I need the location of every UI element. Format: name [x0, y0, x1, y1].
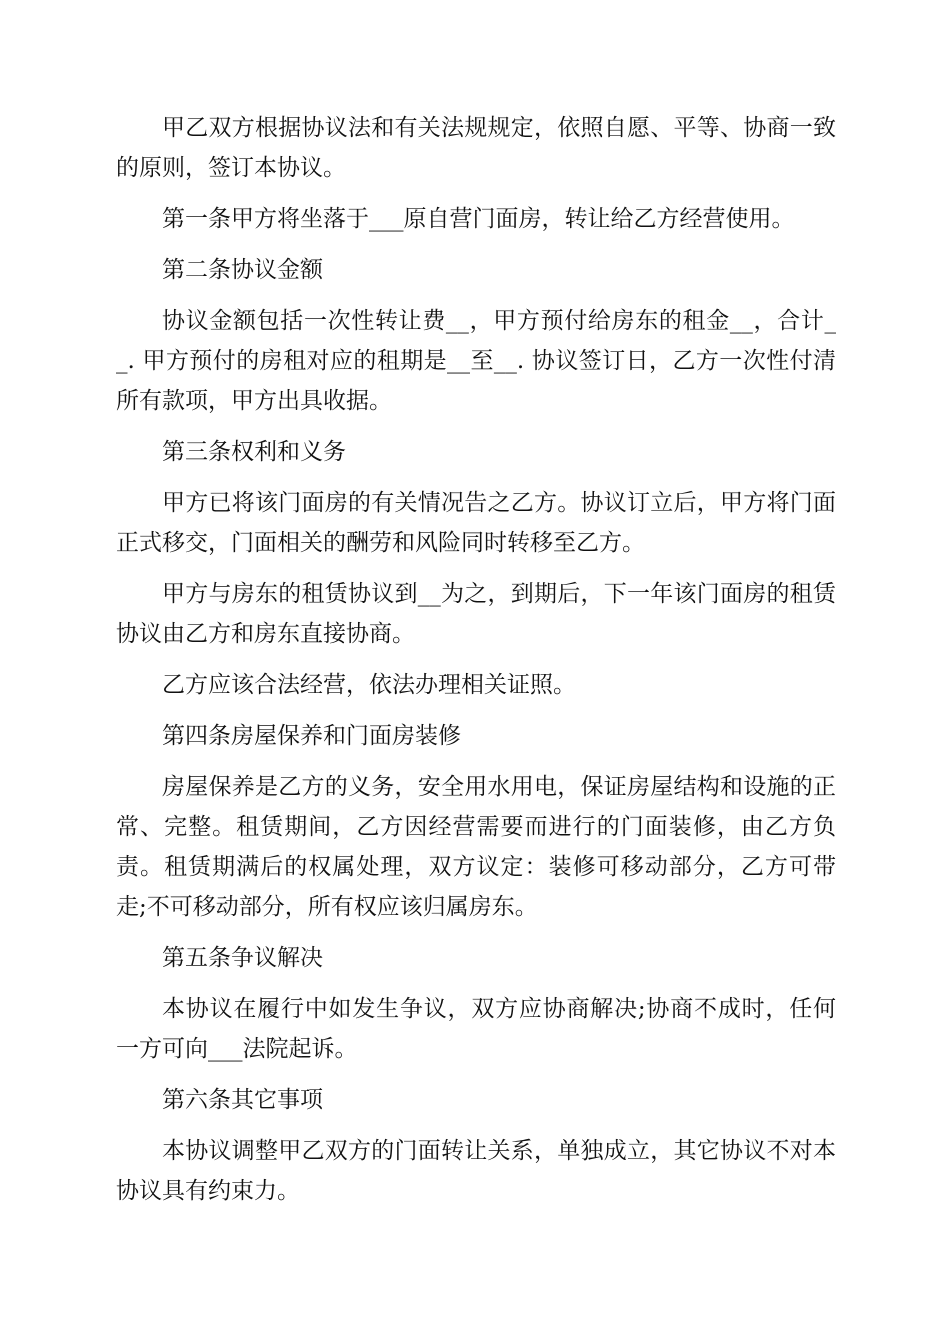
- document-body: [116, 108, 836, 1222]
- paragraph-agreement-amount: 协议金额包括一次性转让费__，甲方预付给房东的租金__，合计__. 甲方预付的房租对应的租期是__至__. 协议签订日，乙方一次性付清所有款项，甲方出具收据。: [116, 308, 836, 414]
- paragraph-preamble: 甲乙双方根据协议法和有关法规规定，依照自愿、平等、协商一致的原则，签订本协议。: [116, 115, 836, 181]
- heading-article-5: 第五条争议解决: [162, 945, 323, 971]
- paragraph-article-1: 第一条甲方将坐落于___原自营门面房，转让给乙方经营使用。: [162, 206, 795, 232]
- heading-article-3: 第三条权利和义务: [162, 439, 346, 465]
- paragraph-maintenance: 房屋保养是乙方的义务，安全用水用电，保证房屋结构和设施的正常、完整。租赁期间，乙方因经营需要而进行的门面装修，由乙方负责。租赁期满后的权属处理，双方议定：装修可移动部分，乙方可带走;不可移动部分，所有权应该归属房东。: [116, 774, 836, 920]
- heading-article-2: 第二条协议金额: [162, 257, 323, 283]
- heading-article-6: 第六条其它事项: [162, 1087, 323, 1113]
- paragraph-other-matters: 本协议调整甲乙双方的门面转让关系，单独成立，其它协议不对本协议具有约束力。: [116, 1138, 836, 1204]
- paragraph-lease-term: 甲方与房东的租赁协议到__为之，到期后，下一年该门面房的租赁协议由乙方和房东直接协商。: [116, 581, 836, 647]
- paragraph-legal-operation: 乙方应该合法经营，依法办理相关证照。: [162, 672, 576, 698]
- heading-article-4: 第四条房屋保养和门面房装修: [162, 723, 461, 749]
- paragraph-dispute: 本协议在履行中如发生争议，双方应协商解决;协商不成时，任何一方可向___法院起诉。: [116, 996, 836, 1062]
- paragraph-handover: 甲方已将该门面房的有关情况告之乙方。协议订立后，甲方将门面正式移交，门面相关的酬劳和风险同时转移至乙方。: [116, 490, 836, 556]
